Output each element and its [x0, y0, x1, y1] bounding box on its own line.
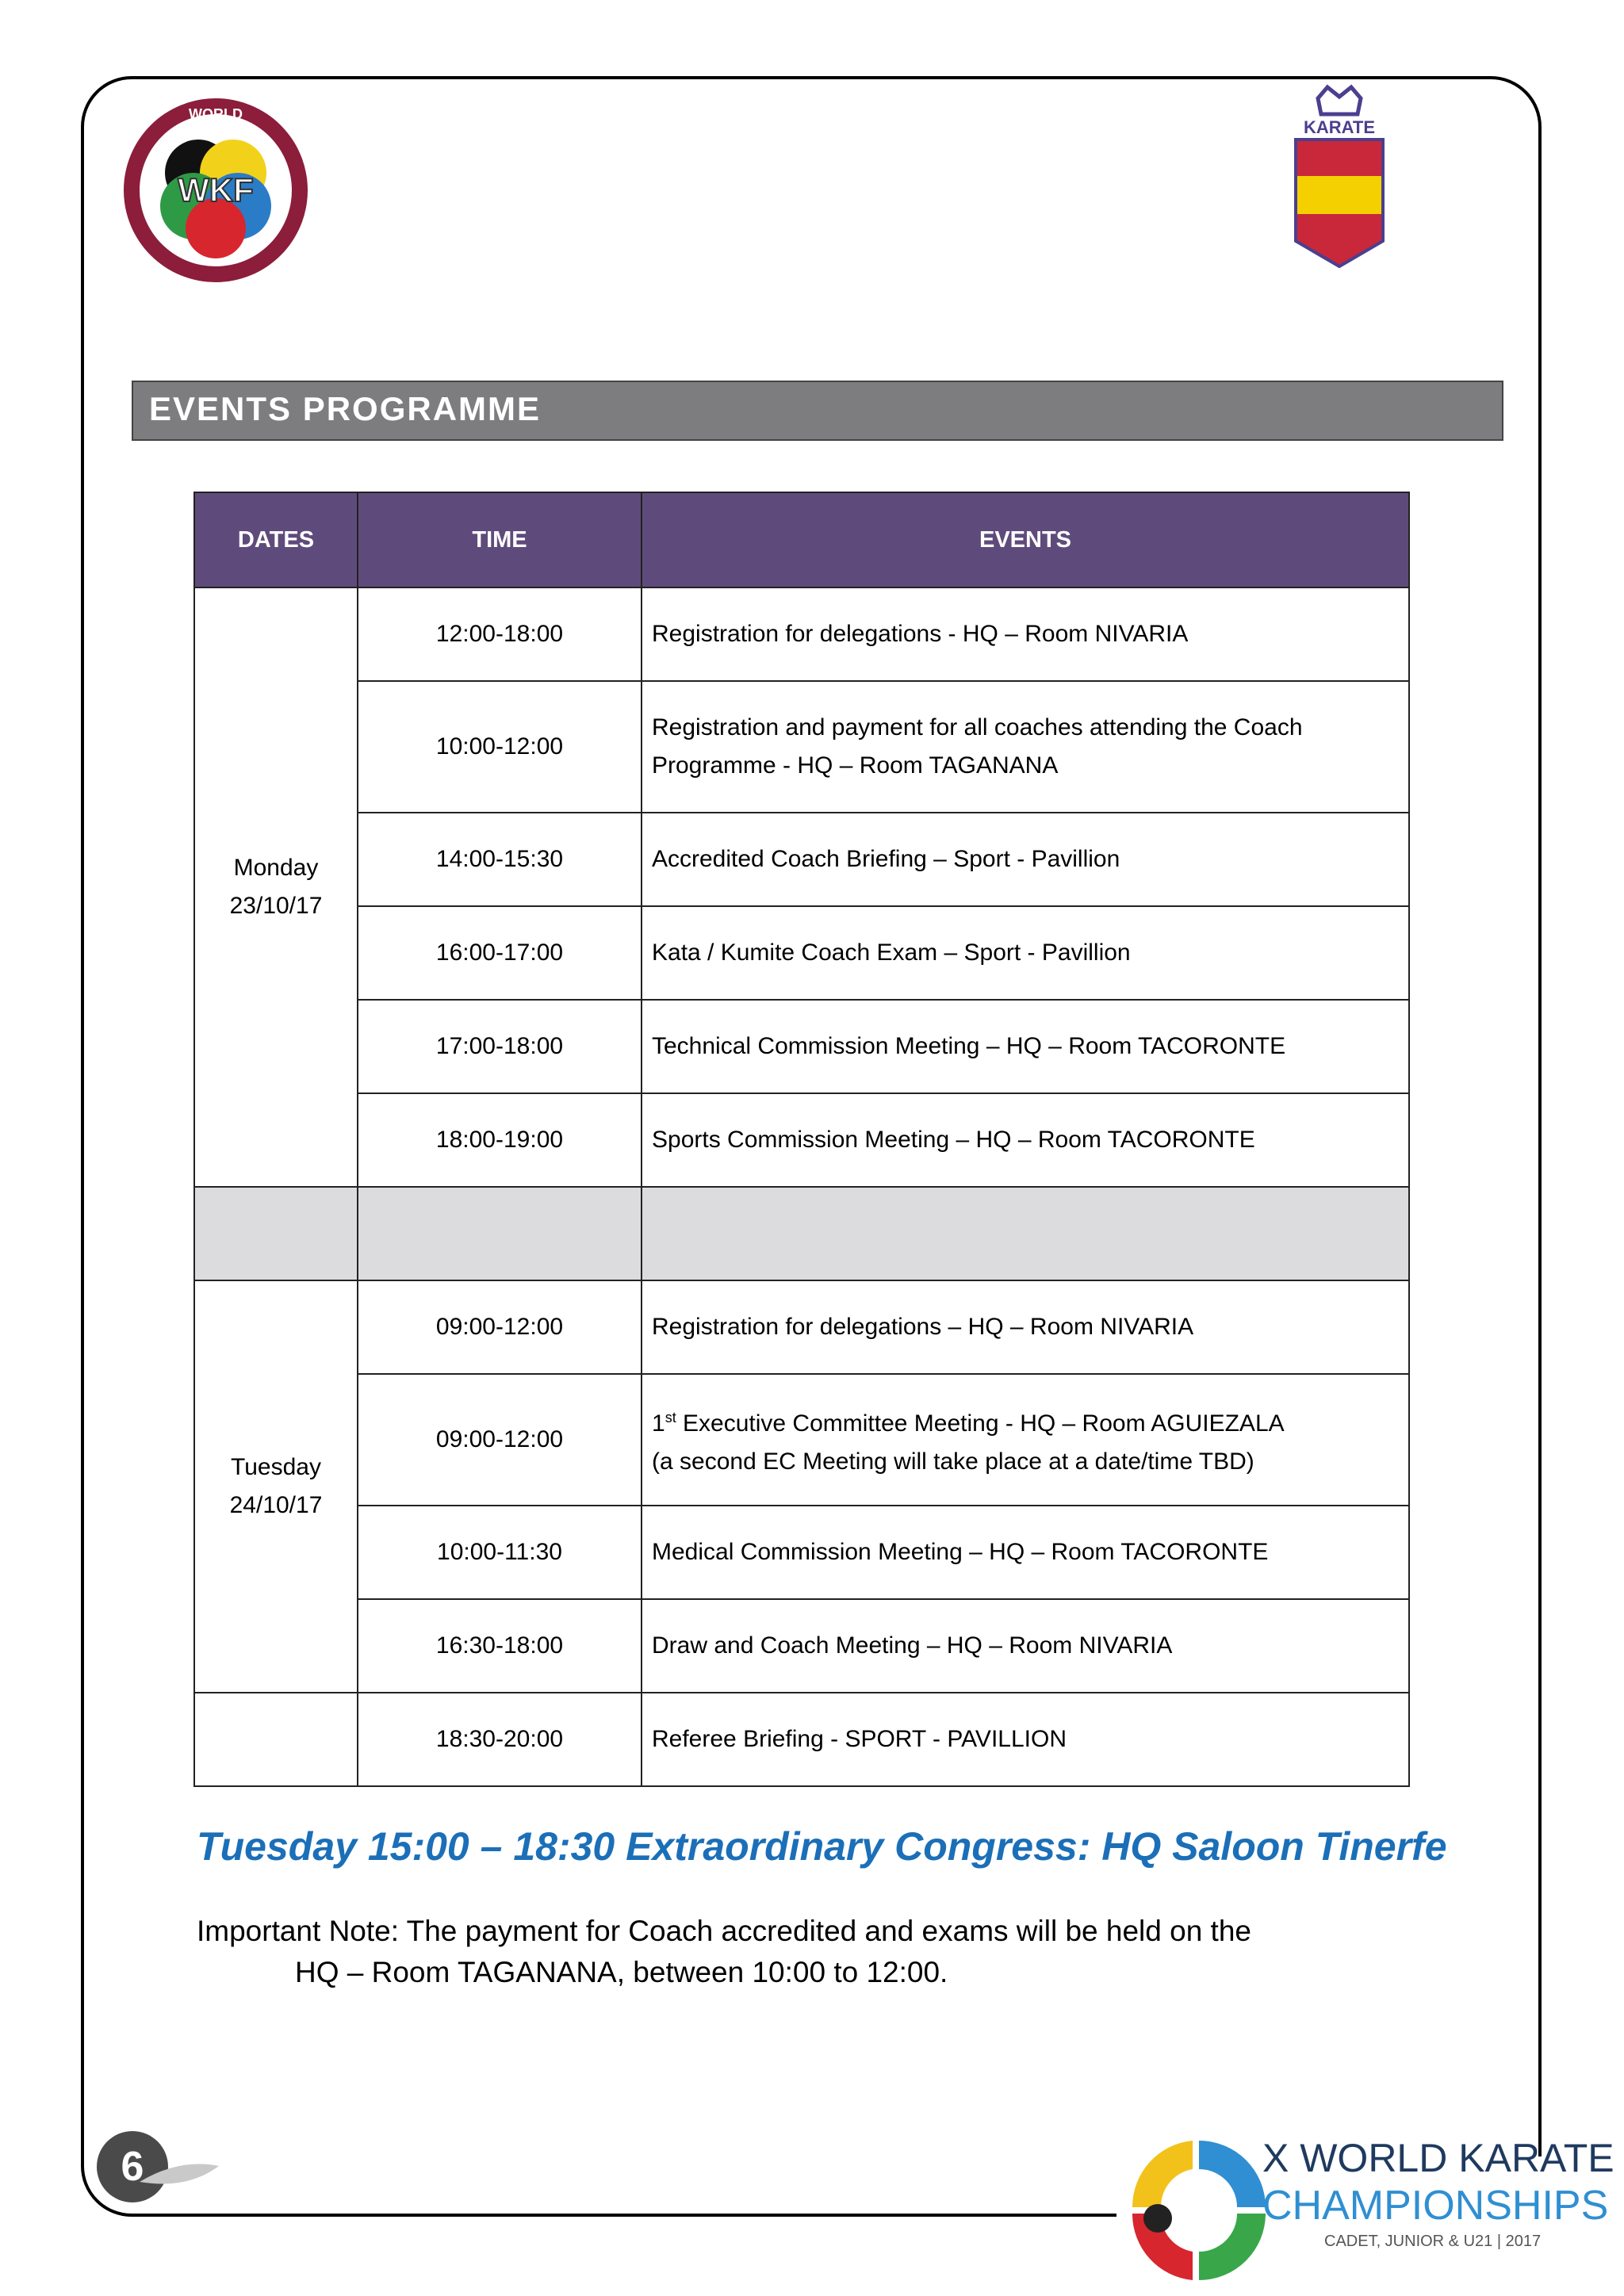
events-table: [193, 492, 1410, 1787]
congress-line: Tuesday 15:00 – 18:30 Extraordinary Congress: HQ Saloon Tinerfe: [197, 1824, 1447, 1869]
time-cell: 18:00-19:00: [358, 1093, 642, 1187]
time-cell: 10:00-12:00: [358, 681, 642, 813]
empty-date-cell: [194, 1693, 358, 1786]
wkf-ring-top-text: WORLD: [189, 106, 243, 122]
event-ordinal-sup: st: [665, 1410, 676, 1425]
event-line: Executive Committee Meeting - HQ – Room AGUIEZALA: [676, 1410, 1285, 1437]
event-cell: Technical Commission Meeting – HQ – Room TACORONTE: [642, 1000, 1409, 1093]
important-note: [197, 1911, 1251, 1993]
event-line: Programme - HQ – Room TAGANANA: [652, 752, 1059, 779]
event-line: (a second EC Meeting will take place at a date/time TBD): [652, 1448, 1254, 1475]
table-row: [194, 813, 1409, 906]
date-cell-tuesday: [194, 1280, 358, 1693]
note-line1: Important Note: The payment for Coach accredited and exams will be held on the: [197, 1915, 1251, 1947]
page-swoosh-icon: [140, 2158, 219, 2190]
date-day: Monday: [233, 855, 319, 881]
champ-line2: CHAMPIONSHIPS: [1262, 2183, 1609, 2229]
date-day: Tuesday: [231, 1454, 321, 1480]
event-ordinal: 1: [652, 1410, 665, 1437]
championships-title: [1262, 2134, 1614, 2253]
rfek-logo-text: KARATE: [1303, 117, 1376, 137]
event-cell: Medical Commission Meeting – HQ – Room TACORONTE: [642, 1506, 1409, 1599]
note-line2: HQ – Room TAGANANA, between 10:00 to 12:00.: [295, 1956, 948, 1988]
section-title: EVENTS PROGRAMME: [149, 390, 542, 427]
header-events: EVENTS: [642, 492, 1409, 587]
table-row: [194, 906, 1409, 1000]
wkf-logo-icon: [121, 95, 311, 285]
time-cell: 09:00-12:00: [358, 1280, 642, 1374]
event-cell: Kata / Kumite Coach Exam – Sport - Pavillion: [642, 906, 1409, 1000]
separator-cell: [194, 1187, 358, 1280]
event-cell: Sports Commission Meeting – HQ – Room TACORONTE: [642, 1093, 1409, 1187]
event-line: Registration and payment for all coaches attending the Coach: [652, 714, 1303, 740]
table-row: [194, 1000, 1409, 1093]
section-title-bar: [132, 381, 1503, 441]
header-time: TIME: [358, 492, 642, 587]
event-cell: Registration for delegations – HQ – Room NIVARIA: [642, 1280, 1409, 1374]
date-cell-monday: [194, 587, 358, 1187]
table-row: [194, 587, 1409, 681]
table-row: [194, 1280, 1409, 1374]
event-cell: Draw and Coach Meeting – HQ – Room NIVARIA: [642, 1599, 1409, 1693]
time-cell: 09:00-12:00: [358, 1374, 642, 1506]
wkf-logo-text: WKF: [178, 171, 254, 209]
time-cell: 16:00-17:00: [358, 906, 642, 1000]
table-row: [194, 1693, 1409, 1786]
separator-cell: [358, 1187, 642, 1280]
championships-swirl-logo-icon: [1126, 2131, 1273, 2290]
table-row: [194, 1374, 1409, 1506]
time-cell: 14:00-15:30: [358, 813, 642, 906]
champ-line1: X WORLD KARATE: [1262, 2136, 1614, 2180]
event-cell: [642, 1374, 1409, 1506]
time-cell: 18:30-20:00: [358, 1693, 642, 1786]
time-cell: 17:00-18:00: [358, 1000, 642, 1093]
time-cell: 12:00-18:00: [358, 587, 642, 681]
date-value: 23/10/17: [229, 893, 323, 919]
separator-cell: [642, 1187, 1409, 1280]
time-cell: 16:30-18:00: [358, 1599, 642, 1693]
table-row: [194, 1599, 1409, 1693]
time-cell: 10:00-11:30: [358, 1506, 642, 1599]
table-header-row: [194, 492, 1409, 587]
event-cell: [642, 681, 1409, 813]
separator-row: [194, 1187, 1409, 1280]
event-cell: Accredited Coach Briefing – Sport - Pavillion: [642, 813, 1409, 906]
table-row: [194, 681, 1409, 813]
date-value: 24/10/17: [229, 1492, 323, 1518]
header-dates: DATES: [194, 492, 358, 587]
champ-line3: CADET, JUNIOR & U21 | 2017: [1324, 2233, 1542, 2250]
table-row: [194, 1506, 1409, 1599]
table-row: [194, 1093, 1409, 1187]
event-cell: Registration for delegations - HQ – Room NIVARIA: [642, 587, 1409, 681]
page-number: 6: [97, 2131, 168, 2202]
rfek-karate-shield-icon: [1288, 82, 1391, 273]
event-cell: Referee Briefing - SPORT - PAVILLION: [642, 1693, 1409, 1786]
